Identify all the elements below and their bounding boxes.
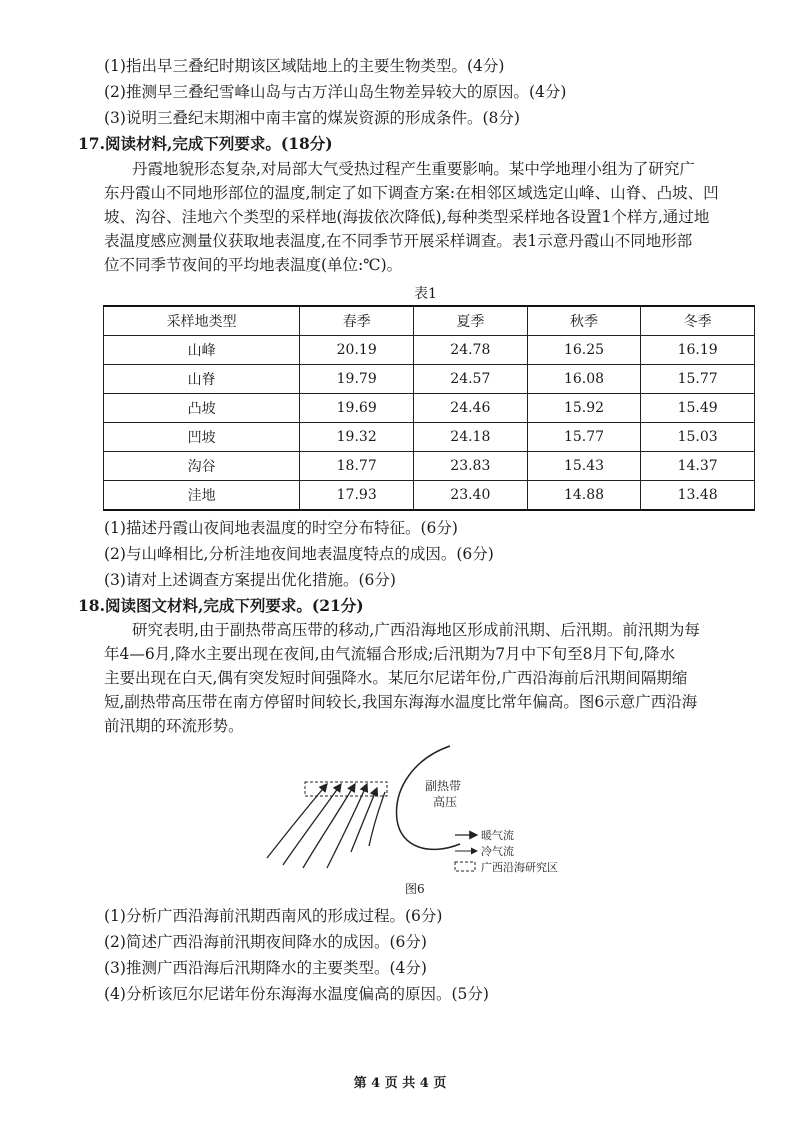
table-cell: 16.19: [641, 336, 755, 365]
table-cell: 23.40: [414, 481, 528, 511]
table-cell: 24.57: [414, 365, 528, 394]
warm-airflow-arrow: [267, 784, 327, 858]
table-row: [104, 336, 755, 365]
q18-question-3: (3)推测广西沿海后汛期降水的主要类型。(4分): [104, 959, 427, 977]
warm-airflow-arrow: [351, 788, 377, 852]
subtropical-high-label: 高压: [433, 795, 458, 809]
table-header-row: [104, 306, 755, 336]
table-cell: 19.32: [300, 423, 414, 452]
q17-question-1: (1)描述丹霞山夜间地表温度的时空分布特征。(6分): [104, 519, 458, 537]
table-cell: 15.77: [527, 423, 641, 452]
table-header-cell: 采样地类型: [104, 306, 300, 336]
legend-region-box: [455, 862, 475, 871]
legend-cold-label: 冷气流: [481, 845, 514, 858]
q17-material-line: 丹霞地貌形态复杂,对局部大气受热过程产生重要影响。某中学地理小组为了研究广: [132, 160, 695, 178]
q18-material-line: 前汛期的环流形势。: [104, 717, 244, 735]
table-header-cell: 冬季: [641, 306, 755, 336]
figure-caption: 图6: [405, 882, 425, 896]
q17-question-2: (2)与山峰相比,分析洼地夜间地表温度特点的成因。(6分): [104, 545, 494, 563]
q16-part-2: (2)推测早三叠纪雪峰山岛与古万洋山岛生物差异较大的原因。(4分): [104, 83, 567, 101]
table-cell: 23.83: [414, 452, 528, 481]
table-header-cell: 秋季: [527, 306, 641, 336]
table-row: [104, 423, 755, 452]
table-cell: 山脊: [104, 365, 300, 394]
table-cell: 15.77: [641, 365, 755, 394]
legend-warm-label: 暖气流: [481, 829, 514, 842]
q17-material-line: 表温度感应测量仪获取地表温度,在不同季节开展采样调查。表1示意丹霞山不同地形部: [104, 232, 693, 250]
table-cell: 13.48: [641, 481, 755, 511]
table-row: [104, 452, 755, 481]
table-cell: 24.18: [414, 423, 528, 452]
q17-material: [104, 157, 764, 277]
circulation-figure: [255, 740, 585, 900]
table-cell: 24.46: [414, 394, 528, 423]
q18-question-2: (2)简述广西沿海前汛期夜间降水的成因。(6分): [104, 933, 427, 951]
temperature-table: [103, 305, 755, 511]
table-cell: 19.79: [300, 365, 414, 394]
table-cell: 凹坡: [104, 423, 300, 452]
page-footer: 第 4 页 共 4 页: [353, 1076, 447, 1091]
subtropical-high-label: 副热带: [425, 779, 462, 793]
table-cell: 17.93: [300, 481, 414, 511]
q18-material: [104, 618, 764, 738]
table-cell: 凸坡: [104, 394, 300, 423]
table-cell: 14.37: [641, 452, 755, 481]
q17-title: 17.阅读材料,完成下列要求。(18分): [78, 134, 333, 153]
table-cell: 20.19: [300, 336, 414, 365]
q16-part-1: (1)指出早三叠纪时期该区域陆地上的主要生物类型。(4分): [104, 57, 505, 75]
table-cell: 洼地: [104, 481, 300, 511]
table-row: [104, 394, 755, 423]
table-cell: 16.25: [527, 336, 641, 365]
table-cell: 24.78: [414, 336, 528, 365]
table-cell: 18.77: [300, 452, 414, 481]
q18-question-1: (1)分析广西沿海前汛期西南风的形成过程。(6分): [104, 907, 443, 925]
q17-material-line: 坡、沟谷、洼地六个类型的采样地(海拔依次降低),每种类型采样地各设置1个样方,通过地: [104, 208, 710, 226]
table-cell: 15.03: [641, 423, 755, 452]
q17-question-3: (3)请对上述调查方案提出优化措施。(6分): [104, 571, 396, 589]
q18-material-line: 年4—6月,降水主要出现在夜间,由气流辐合形成;后汛期为7月中下旬至8月下旬,降水: [104, 645, 675, 663]
table-header-cell: 夏季: [414, 306, 528, 336]
q18-question-4: (4)分析该厄尔尼诺年份东海海水温度偏高的原因。(5分): [104, 985, 489, 1003]
q16-part-3: (3)说明三叠纪末期湘中南丰富的煤炭资源的形成条件。(8分): [104, 109, 520, 127]
table-cell: 19.69: [300, 394, 414, 423]
table-header-cell: 春季: [300, 306, 414, 336]
q17-material-line: 位不同季节夜间的平均地表温度(单位:℃)。: [104, 256, 403, 274]
q17-material-line: 东丹霞山不同地形部位的温度,制定了如下调查方案:在相邻区域选定山峰、山脊、凸坡、凹: [104, 184, 719, 202]
table-cell: 15.49: [641, 394, 755, 423]
table-cell: 山峰: [104, 336, 300, 365]
table-cell: 沟谷: [104, 452, 300, 481]
legend-region-label: 广西沿海研究区: [481, 861, 558, 874]
table-cell: 15.43: [527, 452, 641, 481]
table-row: [104, 481, 755, 511]
table-cell: 16.08: [527, 365, 641, 394]
q18-material-line: 短,副热带高压带在南方停留时间较长,我国东海海水温度比常年偏高。图6示意广西沿海: [104, 693, 698, 711]
table-cell: 15.92: [527, 394, 641, 423]
q18-material-line: 主要出现在白天,偶有突发短时间强降水。某厄尔尼诺年份,广西沿海前后汛期间隔期缩: [104, 669, 688, 687]
q18-title: 18.阅读图文材料,完成下列要求。(21分): [78, 596, 364, 615]
table-cell: 14.88: [527, 481, 641, 511]
table-caption: 表1: [414, 286, 437, 302]
table-row: [104, 365, 755, 394]
q18-material-line: 研究表明,由于副热带高压带的移动,广西沿海地区形成前汛期、后汛期。前汛期为每: [132, 621, 700, 639]
